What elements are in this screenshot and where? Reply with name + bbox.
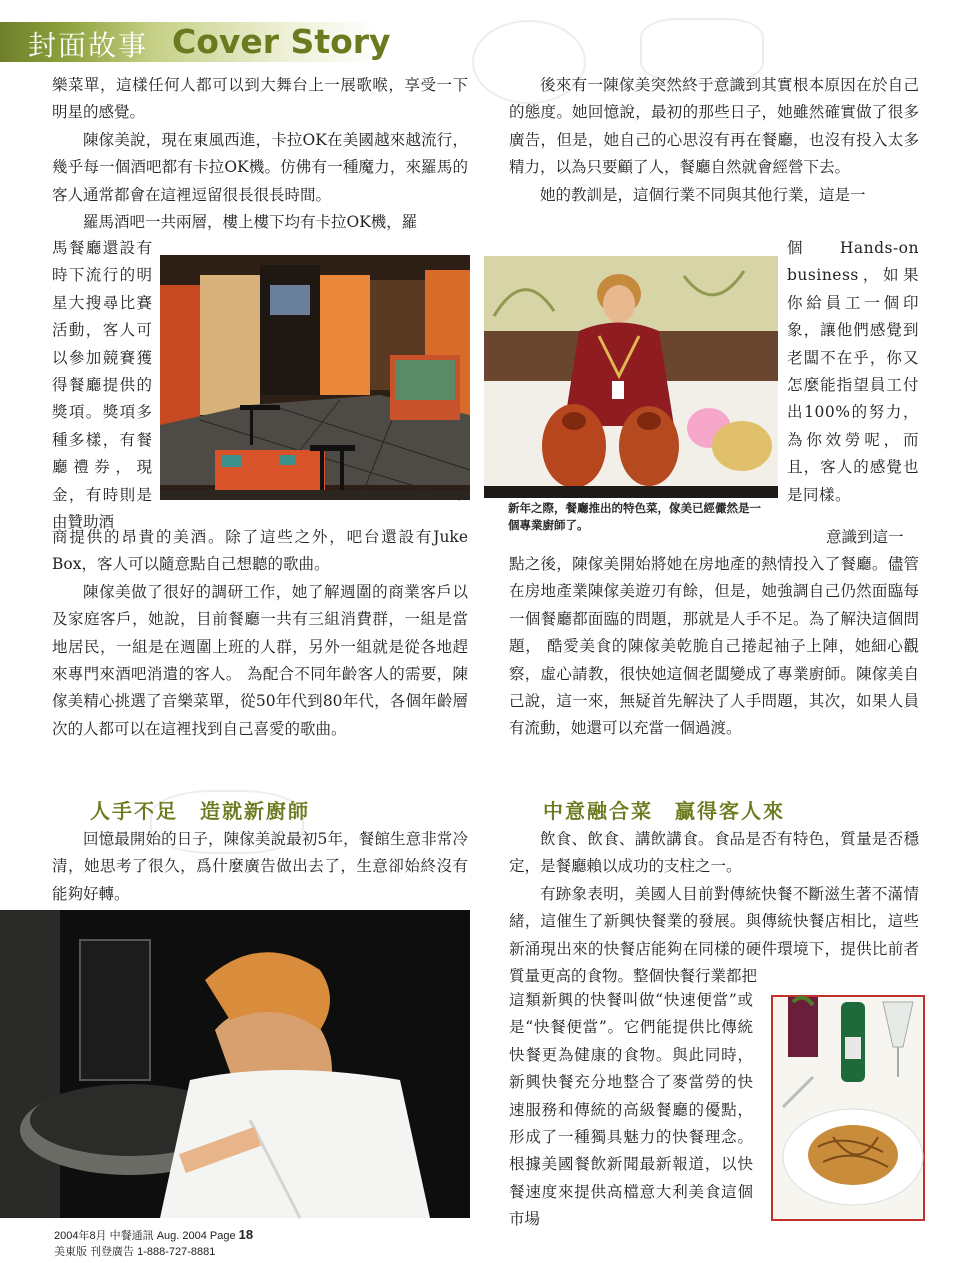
paragraph: 她的教訓是，這個行業不同與其他行業，這是一 xyxy=(540,185,866,204)
right-column-middle xyxy=(509,551,919,743)
kitchen-illustration xyxy=(0,910,470,1218)
footer-line-1 xyxy=(54,1227,253,1243)
left-column-bottom xyxy=(52,826,468,908)
section-title-chinese: 封面故事 xyxy=(28,29,149,62)
paragraph: 陳傢美做了很好的調研工作，她了解週圍的商業客戶以及家庭客戶，她說，目前餐廳一共有三組消費群，一組是當地居民，一組是在週圍上班的人群，另外一組就是從各地趕來專門來酒吧消遣的客人。 為配合不同年齡客人的需要，陳傢美精心挑選了音樂菜單，從50年代到80年代，各個年齡層次的人都可以在這裡找到自己喜愛的歌曲。 xyxy=(52,582,468,738)
paragraph: 點之後，陳傢美開始將她在房地產的熱情投入了餐廳。儘管在房地產業陳傢美遊刃有餘，但是，她強調自己仍然面臨每一個餐廳都面臨的問題，那就是人手不足。為了解決這個問題， 酷愛美食的陳傢美乾脆自己捲起袖子上陣，她細心觀察，虛心請教，很快她這個老闆變成了專業廚師。陳傢美自己說，這一來，無疑首先解決了人手問題，其次，如果人員有流動，她還可以充當一個過渡。 xyxy=(509,555,919,738)
subheading-left: 人手不足 造就新廚師 xyxy=(90,799,310,823)
paragraph: 這類新興的快餐叫做“快速便當”或是“快餐便當”。它們能提供比傳統快餐更為健康的食物。與此同時，新興快餐充分地整合了麥當勞的快速服務和傳統的高級餐廳的優點，形成了一種獨具魅力的快餐理念。根據美國餐飲新聞最新報道，以快餐速度來提供高檔意大利美食這個市場 xyxy=(509,991,753,1229)
paragraph: 後來有一陳傢美突然終于意識到其實根本原因在於自己的態度。她回憶說，最初的那些日子，她雖然確實做了很多廣告，但是，她自己的心思沒有再在餐廳，也沒有投入太多精力，以為只要顧了人，餐廳自然就會經營下去。 xyxy=(509,76,919,177)
right-column-wrap-bottom xyxy=(509,987,753,1234)
chef-with-dishes-photo xyxy=(484,256,778,498)
paragraph: 陳傢美說，現在東風西進，卡拉OK在美國越來越流行，幾乎每一個酒吧都有卡拉OK機。仿佛有一種魔力，來羅馬的客人通常都會在這裡逗留很長很長時間。 xyxy=(52,130,468,204)
bar-interior-illustration xyxy=(160,255,470,500)
pasta-dish-photo xyxy=(771,995,925,1221)
chef-illustration xyxy=(484,256,778,498)
paragraph: 樂菜單，這樣任何人都可以到大舞台上一展歌喉，享受一下明星的感覺。 xyxy=(52,76,468,122)
page-number: 18 xyxy=(238,1227,254,1242)
chef-cooking-photo xyxy=(0,910,470,1218)
wrapped-text-right: 個Hands-on business，如果你給員工一個印象，讓他們感覺到老闆不在乎，你又怎麼能指望員工付出100%的努力，為你效勞呢，而且，客人的感覺也是同樣。 xyxy=(787,239,919,504)
photo-caption: 新年之際，餐廳推出的特色菜，傢美已經儼然是一個專業廚師了。 xyxy=(508,501,761,532)
footer-line-2: 美東版 刊登廣告 1-888-727-8881 xyxy=(54,1246,216,1258)
paragraph: 商提供的昂貴的美酒。除了這些之外，吧台還設有Juke Box，客人可以隨意點自己想聽的歌曲。 xyxy=(52,528,468,574)
paragraph: 羅馬酒吧一共兩層，樓上樓下均有卡拉OK機，羅 xyxy=(83,213,418,232)
bar-interior-photo xyxy=(160,255,470,500)
right-column-bottom xyxy=(509,826,919,990)
left-column-middle xyxy=(52,524,468,743)
subheading-right: 中意融合菜 贏得客人來 xyxy=(543,799,785,823)
paragraph: 有跡象表明，美國人目前對傳統快餐不斷滋生著不滿情緒，這催生了新興快餐業的發展。與傳統快餐店相比，這些新涌現出來的快餐店能夠在同樣的硬件環境下，提供比前者質量更高的食物。整個快餐行業都把 xyxy=(509,884,919,986)
left-column-top xyxy=(52,72,468,236)
wrapped-text-left: 馬餐廳還設有時下流行的明星大搜尋比賽活動，客人可以參加競賽獲得餐廳提供的獎項。獎項多種多樣，有餐廳禮券，現金，有時則是由贊助酒 xyxy=(52,239,152,532)
paragraph: 回憶最開始的日子，陳傢美說最初5年，餐館生意非常冷清，她思考了很久，爲什麼廣告做出去了，生意卻始終沒有能夠好轉。 xyxy=(52,830,468,903)
paragraph-lead: 意識到這一 xyxy=(826,528,904,546)
section-title-english: Cover Story xyxy=(172,22,391,61)
footer-issue-info: 2004年8月 中餐通訊 Aug. 2004 Page xyxy=(54,1230,236,1242)
paragraph: 飲食、飲食、講飲講食。食品是否有特色，質量是否穩定，是餐廳賴以成功的支柱之一。 xyxy=(509,830,919,876)
pasta-illustration xyxy=(773,997,923,1219)
right-column-top xyxy=(509,72,919,209)
